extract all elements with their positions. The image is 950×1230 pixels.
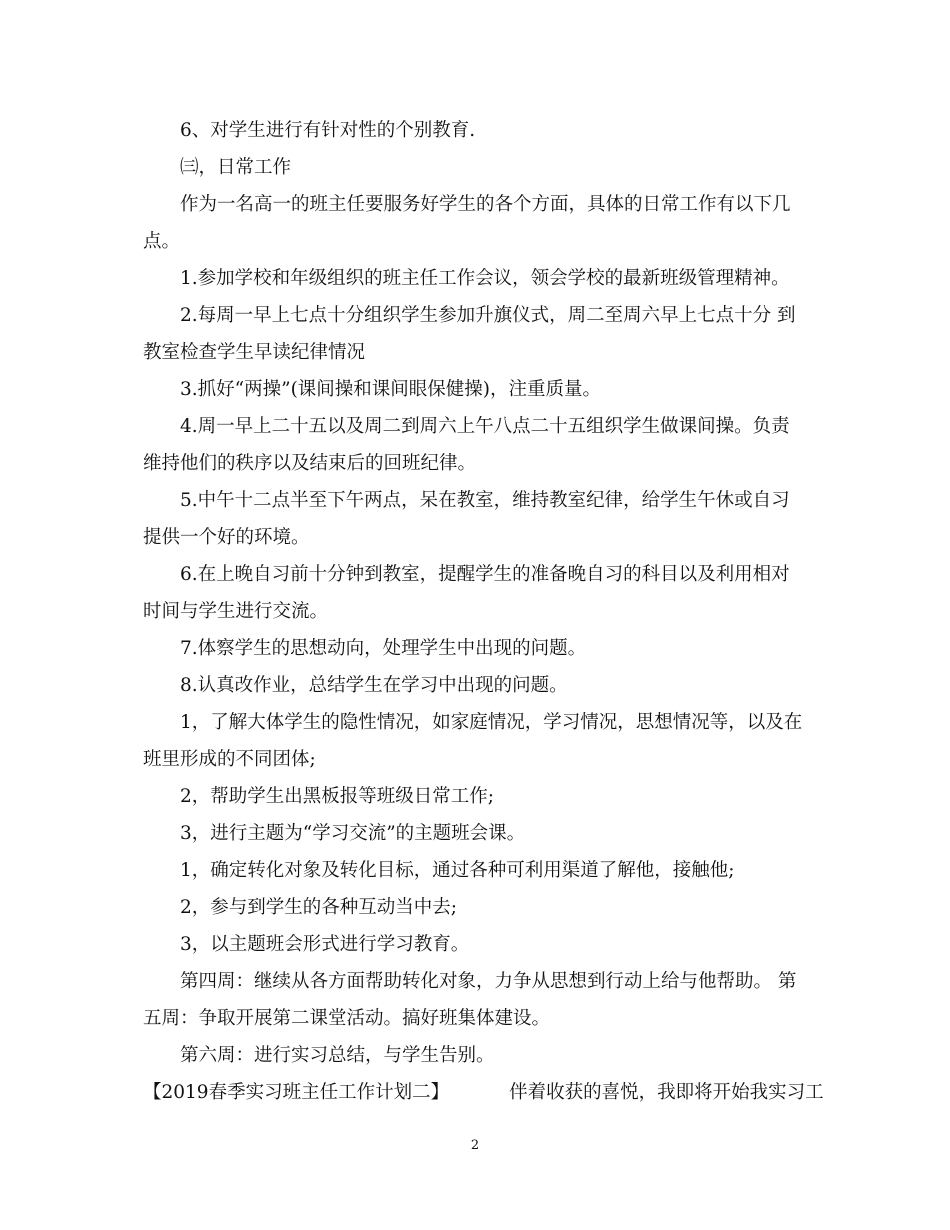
- paragraph-line: 第四周：继续从各方面帮助转化对象，力争从思想到行动上给与他帮助。 第: [180, 971, 797, 992]
- paragraph-line: 点。: [143, 231, 181, 252]
- paragraph-line: 2，帮助学生出黑板报等班级日常工作;: [180, 786, 495, 807]
- paragraph-line: 作为一名高一的班主任要服务好学生的各个方面，具体的日常工作有以下几: [180, 194, 791, 215]
- paragraph: [143, 778, 803, 815]
- paragraph-line: 维持他们的秩序以及结束后的回班纪律。: [143, 453, 477, 474]
- paragraph: [143, 186, 803, 260]
- paragraph-line: ㈢，日常工作: [180, 157, 292, 178]
- paragraph: [143, 371, 803, 408]
- paragraph-line: 五周：争取开展第二课堂活动。搞好班集体建设。: [143, 1008, 551, 1029]
- section-heading-line: [143, 1074, 824, 1111]
- paragraph-line: 时间与学生进行交流。: [143, 601, 329, 622]
- paragraph-line: 班里形成的不同团体;: [143, 749, 316, 770]
- paragraph-line: 提供一个好的环境。: [143, 527, 310, 548]
- paragraph-line: 2.每周一早上七点十分组织学生参加升旗仪式，周二至周六早上七点十分 到: [180, 305, 796, 326]
- paragraph: [143, 852, 803, 889]
- paragraph-line: 1，确定转化对象及转化目标，通过各种可利用渠道了解他，接触他;: [180, 860, 735, 881]
- paragraph: [143, 704, 803, 778]
- paragraph: [143, 408, 803, 482]
- paragraph: [143, 260, 803, 297]
- paragraph: [143, 630, 803, 667]
- paragraph-line: 3，以主题班会形式进行学习教育。: [180, 934, 470, 955]
- paragraph: [143, 815, 803, 852]
- paragraph: [143, 667, 803, 704]
- paragraph: [143, 297, 803, 371]
- paragraph: [143, 482, 803, 556]
- paragraph-line: 1，了解大体学生的隐性情况，如家庭情况，学习情况，思想情况等，以及在: [180, 712, 803, 733]
- paragraph-line: 第六周：进行实习总结，与学生告别。: [180, 1045, 495, 1066]
- paragraph-line: 5.中午十二点半至下午两点，呆在教室，维持教室纪律，给学生午休或自习: [180, 490, 790, 511]
- paragraph-line: 6、对学生进行有针对性的个别教育.: [180, 120, 476, 141]
- paragraph-line: 8.认真改作业，总结学生在学习中出现的问题。: [180, 675, 568, 696]
- paragraph: [143, 1037, 803, 1074]
- paragraph-line: 教室检查学生早读纪律情况: [143, 342, 366, 363]
- document-body: [143, 112, 824, 1111]
- section-heading: 【2019春季实习班主任工作计划二】: [143, 1082, 450, 1103]
- paragraph: [143, 556, 803, 630]
- paragraph-line: 1.参加学校和年级组织的班主任工作会议，领会学校的最新班级管理精神。: [180, 268, 790, 289]
- paragraph-line: 6.在上晚自习前十分钟到教室，提醒学生的准备晚自习的科目以及利用相对: [180, 564, 790, 585]
- paragraph-line: 7.体察学生的思想动向，处理学生中出现的问题。: [180, 638, 587, 659]
- paragraph-line: 3.抓好“两操”(课间操和课间眼保健操)，注重质量。: [180, 379, 602, 400]
- paragraph: [143, 963, 803, 1037]
- paragraph: [143, 112, 803, 149]
- page-number: 2: [470, 1138, 480, 1153]
- paragraph: [143, 149, 803, 186]
- section-intro-text: 伴着收获的喜悦，我即将开始我实习工: [509, 1082, 824, 1103]
- paragraph-line: 3，进行主题为“学习交流”的主题班会课。: [180, 823, 526, 844]
- paragraph: [143, 889, 803, 926]
- paragraph-line: 4.周一早上二十五以及周二到周六上午八点二十五组织学生做课间操。负责: [180, 416, 790, 437]
- paragraph-line: 2，参与到学生的各种互动当中去;: [180, 897, 458, 918]
- paragraph: [143, 926, 803, 963]
